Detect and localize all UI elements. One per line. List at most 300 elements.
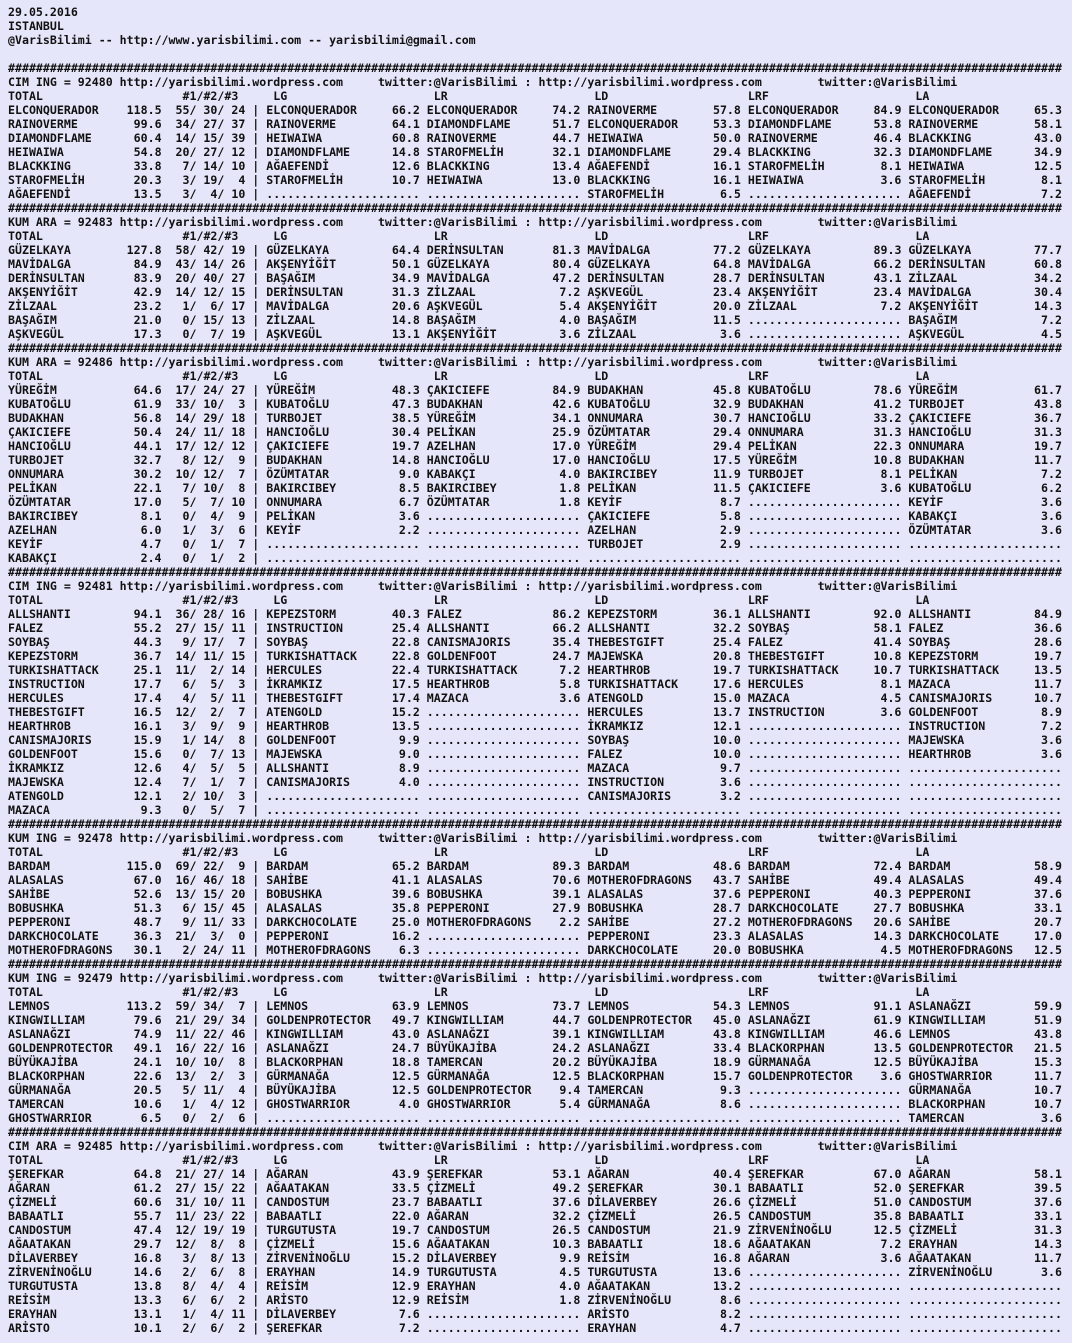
lg-score: 12.5	[391, 1069, 420, 1083]
third-place-count: 13	[231, 1251, 246, 1265]
race-site-link[interactable]: http://yarisbilimi.wordpress.com	[119, 75, 344, 89]
third-place-count: 19	[231, 243, 246, 257]
table-row	[8, 1279, 1072, 1293]
lg-score: 3.6	[398, 509, 420, 523]
table-header-row	[8, 1153, 1072, 1167]
second-place-count: 6	[210, 1321, 218, 1335]
lrf-horse-name: LEMNOS	[747, 999, 790, 1013]
lrf-horse-name: YÜREĞİM	[747, 453, 797, 467]
la-score: 43.0	[1034, 131, 1062, 145]
third-place-count: 19	[231, 327, 246, 341]
rank-separator: /	[217, 159, 225, 173]
lg-horse-name: AKŞENYİĞİT	[266, 257, 337, 271]
column-divider: |	[252, 425, 260, 439]
header-ranks: #1/#2/#3	[182, 369, 239, 383]
header-ranks: #1/#2/#3	[182, 845, 239, 859]
ld-horse-name: TURGUTUSTA	[587, 1265, 658, 1279]
twitter-handle[interactable]: twitter:@VarisBilimi	[377, 971, 518, 985]
lr-empty-cell: ......................	[426, 719, 581, 733]
twitter-handle[interactable]: twitter:@VarisBilimi	[817, 1139, 958, 1153]
la-horse-name: TURKISHATTACK	[908, 663, 1000, 677]
rank-separator: /	[217, 719, 225, 733]
total-score: 64.6	[133, 383, 162, 397]
third-place-count: 24	[231, 103, 246, 117]
race-site-link[interactable]: http://yarisbilimi.wordpress.com	[538, 831, 762, 845]
la-score: 36.7	[1034, 411, 1062, 425]
lg-score: 22.0	[391, 1209, 420, 1223]
ld-score: 43.7	[712, 873, 741, 887]
twitter-handle[interactable]: twitter:@VarisBilimi	[817, 75, 958, 89]
lg-score: 12.9	[391, 1293, 420, 1307]
lg-horse-name: GOLDENFOOT	[266, 733, 337, 747]
third-place-count: 12	[231, 439, 246, 453]
la-horse-name: ŞEREFKAR	[908, 1181, 965, 1195]
header-total: TOTAL	[8, 1153, 43, 1167]
rank-separator: /	[217, 313, 225, 327]
total-score: 12.4	[133, 775, 162, 789]
third-place-count: 39	[231, 131, 246, 145]
table-header-row	[8, 229, 1072, 243]
la-horse-name: AĞARAN	[908, 1167, 951, 1181]
rank-separator: /	[189, 859, 197, 873]
horse-name: THEBESTGIFT	[8, 705, 85, 719]
lrf-score: 10.7	[873, 663, 902, 677]
third-place-count: 27	[231, 383, 246, 397]
lg-score: 39.6	[391, 887, 420, 901]
first-place-count: 0	[182, 509, 190, 523]
ld-horse-name: BÜYÜKAJİBA	[587, 1055, 658, 1069]
column-divider: |	[252, 649, 260, 663]
race-site-link[interactable]: http://yarisbilimi.wordpress.com	[538, 579, 762, 593]
total-score: 30.2	[133, 467, 162, 481]
lg-horse-name: ZİLZAAL	[266, 313, 316, 327]
lrf-horse-name: BARDAM	[747, 859, 790, 873]
header-total: TOTAL	[8, 369, 43, 383]
twitter-handle[interactable]: twitter:@VarisBilimi	[377, 579, 518, 593]
lrf-horse-name: TURKISHATTACK	[747, 663, 839, 677]
lg-horse-name: ELCONQUERADOR	[266, 103, 357, 117]
race-site-link[interactable]: http://yarisbilimi.wordpress.com	[538, 355, 762, 369]
la-horse-name: ALLSHANTI	[908, 607, 972, 621]
horse-name: TAMERCAN	[8, 1097, 64, 1111]
ld-horse-name: FALEZ	[587, 747, 623, 761]
lr-horse-name: AZELHAN	[426, 439, 476, 453]
lg-horse-name: LEMNOS	[266, 999, 309, 1013]
total-score: 60.6	[133, 1195, 162, 1209]
la-horse-name: SAHİBE	[908, 915, 951, 929]
third-place-count: 10	[231, 159, 246, 173]
lg-score: 16.2	[391, 929, 420, 943]
ld-score: 15.7	[712, 1069, 741, 1083]
header-total: TOTAL	[8, 89, 43, 103]
la-empty-cell: ......................	[908, 1293, 1062, 1307]
race-site-link[interactable]: http://yarisbilimi.wordpress.com	[538, 75, 762, 89]
lr-score: 5.8	[559, 677, 581, 691]
table-row	[8, 663, 1072, 677]
separator-line	[8, 957, 1072, 971]
lg-horse-name: ZİRVENİNOĞLU	[266, 1251, 351, 1265]
rank-separator: /	[217, 929, 225, 943]
third-place-count: 2	[238, 1321, 246, 1335]
la-empty-cell: ......................	[908, 1321, 1062, 1335]
lg-horse-name: AĞAEFENDİ	[266, 159, 330, 173]
column-divider: |	[252, 915, 260, 929]
ld-horse-name: BOBUSHKA	[587, 901, 644, 915]
rank-separator: /	[189, 1041, 197, 1055]
lg-score: 63.9	[391, 999, 420, 1013]
table-row	[8, 285, 1072, 299]
second-place-count: 6	[210, 1265, 218, 1279]
column-divider: |	[252, 1167, 260, 1181]
twitter-handle[interactable]: twitter:@VarisBilimi	[817, 215, 958, 229]
rank-separator: /	[217, 271, 225, 285]
lrf-empty-cell: ......................	[747, 775, 902, 789]
ld-horse-name: MOTHEROFDRAGONS	[587, 873, 693, 887]
la-horse-name: BLACKORPHAN	[908, 1097, 986, 1111]
first-place-count: 11	[175, 1027, 190, 1041]
horse-name: MAVİDALGA	[8, 257, 71, 271]
ld-horse-name: AKŞENYİĞİT	[587, 299, 658, 313]
twitter-handle[interactable]: twitter:@VarisBilimi	[377, 75, 518, 89]
ld-horse-name: DERİNSULTAN	[587, 271, 665, 285]
ld-score: 8.6	[719, 1293, 741, 1307]
la-horse-name: GOLDENPROTECTOR	[908, 1041, 1014, 1055]
lr-score: 1.8	[559, 481, 581, 495]
rank-separator: /	[217, 1209, 225, 1223]
ld-score: 5.8	[719, 509, 741, 523]
lr-score: 5.4	[559, 1097, 581, 1111]
race-site-link[interactable]: http://yarisbilimi.wordpress.com	[119, 579, 344, 593]
twitter-handle[interactable]: twitter:@VarisBilimi	[817, 971, 958, 985]
column-divider: |	[252, 495, 260, 509]
third-place-count: 8	[238, 1055, 246, 1069]
column-divider: |	[252, 803, 260, 817]
total-score: 14.6	[133, 1265, 162, 1279]
la-horse-name: ÇİZMELİ	[908, 1223, 958, 1237]
lrf-horse-name: DERİNSULTAN	[747, 271, 825, 285]
race-title: CIM ING = 92480	[8, 75, 113, 89]
table-row	[8, 1195, 1072, 1209]
ld-horse-name: BLACKKING	[587, 173, 651, 187]
ld-horse-name: BAKIRCIBEY	[587, 467, 658, 481]
lr-empty-cell: ......................	[426, 551, 581, 565]
ld-horse-name: MAVİDALGA	[587, 243, 651, 257]
ld-score: 17.5	[712, 453, 741, 467]
horse-name: DİLAVERBEY	[8, 1251, 78, 1265]
lr-horse-name: BARDAM	[426, 859, 469, 873]
ld-horse-name: DIAMONDFLAME	[587, 145, 672, 159]
table-row	[8, 621, 1072, 635]
column-divider: |	[252, 271, 260, 285]
ld-score: 54.3	[712, 999, 741, 1013]
total-score: 118.5	[126, 103, 162, 117]
table-row	[8, 803, 1072, 817]
twitter-handle[interactable]: twitter:@VarisBilimi	[377, 355, 518, 369]
ld-horse-name: ONNUMARA	[587, 411, 644, 425]
lr-horse-name: BUDAKHAN	[426, 397, 483, 411]
third-place-count: 15	[231, 285, 246, 299]
lg-score: 49.7	[391, 1013, 420, 1027]
column-divider: |	[252, 1041, 260, 1055]
lg-score: 43.9	[391, 1167, 420, 1181]
table-row	[8, 1111, 1072, 1125]
twitter-handle[interactable]: twitter:@VarisBilimi	[377, 1139, 518, 1153]
horse-name: ALLSHANTI	[8, 607, 71, 621]
horse-name: ÇAKICIEFE	[8, 425, 71, 439]
total-score: 2.4	[140, 551, 162, 565]
lg-horse-name: ÇİZMELİ	[266, 1237, 316, 1251]
race-site-link[interactable]: http://yarisbilimi.wordpress.com	[119, 355, 344, 369]
column-divider: |	[252, 439, 260, 453]
header-date-line	[8, 5, 1072, 19]
first-place-count: 5	[182, 495, 190, 509]
twitter-handle[interactable]: twitter:@VarisBilimi	[817, 831, 958, 845]
lr-score: 1.8	[559, 1293, 581, 1307]
rank-separator: /	[189, 243, 197, 257]
twitter-handle[interactable]: twitter:@VarisBilimi	[817, 355, 958, 369]
race-title-line	[8, 831, 1072, 845]
twitter-handle[interactable]: twitter:@VarisBilimi	[377, 831, 518, 845]
rank-separator: /	[217, 509, 225, 523]
lr-horse-name: ERAYHAN	[426, 1279, 476, 1293]
ld-score: 50.0	[712, 131, 741, 145]
lrf-horse-name: BLACKKING	[747, 145, 811, 159]
race-title: KUM ING = 92478	[8, 831, 113, 845]
lr-horse-name: ÇİZMELİ	[426, 1181, 476, 1195]
horse-name: AĞAATAKAN	[8, 1237, 71, 1251]
la-empty-cell: ......................	[908, 761, 1062, 775]
header-ranks: #1/#2/#3	[182, 593, 239, 607]
table-header-row	[8, 593, 1072, 607]
lr-empty-cell: ......................	[426, 747, 581, 761]
lr-score: 47.2	[552, 271, 581, 285]
header-lg: LG	[273, 369, 288, 383]
column-divider: |	[252, 691, 260, 705]
lr-empty-cell: ......................	[426, 537, 581, 551]
third-place-count: 2	[238, 551, 246, 565]
lrf-empty-cell: ......................	[747, 1265, 902, 1279]
horse-name: FALEZ	[8, 621, 43, 635]
header-la: LA	[915, 369, 930, 383]
lrf-empty-cell: ......................	[747, 789, 902, 803]
la-horse-name: GÜZELKAYA	[908, 243, 972, 257]
ld-score: 21.9	[712, 1223, 741, 1237]
ld-horse-name: PEPPERONI	[587, 929, 651, 943]
ld-score: 19.7	[712, 663, 741, 677]
race-site-link[interactable]: http://yarisbilimi.wordpress.com	[119, 1139, 344, 1153]
lg-score: 4.0	[398, 775, 420, 789]
rank-separator: /	[217, 1195, 225, 1209]
la-score: 58.9	[1034, 859, 1062, 873]
lrf-empty-cell: ......................	[747, 1111, 902, 1125]
first-place-count: 13	[175, 1069, 190, 1083]
la-horse-name: ÇAKICIEFE	[908, 411, 972, 425]
second-place-count: 10	[203, 397, 218, 411]
lg-horse-name: HEIWAIWA	[266, 131, 323, 145]
header-lrf: LRF	[747, 845, 769, 859]
column-divider: |	[252, 1069, 260, 1083]
second-place-count: 15	[203, 1181, 218, 1195]
table-row	[8, 733, 1072, 747]
race-title: KUM ARA = 92486	[8, 355, 113, 369]
lg-horse-name: HANCIOĞLU	[266, 425, 330, 439]
la-horse-name: AKŞENYİĞİT	[908, 299, 979, 313]
lg-score: 7.6	[398, 1307, 420, 1321]
table-row	[8, 915, 1072, 929]
lr-empty-cell: ......................	[426, 733, 581, 747]
rank-separator: /	[189, 1111, 197, 1125]
third-place-count: 16	[231, 1041, 246, 1055]
total-score: 12.6	[133, 761, 162, 775]
rank-separator: /	[217, 803, 225, 817]
lg-score: 38.5	[391, 411, 420, 425]
la-score: 7.2	[1041, 187, 1062, 201]
second-place-count: 42	[203, 243, 218, 257]
lg-score: 64.1	[391, 117, 420, 131]
race-site-link[interactable]: http://yarisbilimi.wordpress.com	[119, 831, 344, 845]
third-place-count: 5	[238, 761, 246, 775]
table-row	[8, 1181, 1072, 1195]
rank-separator: /	[189, 1279, 197, 1293]
race-site-link[interactable]: http://yarisbilimi.wordpress.com	[538, 215, 762, 229]
lrf-score: 10.8	[873, 649, 902, 663]
lr-score: 24.2	[552, 1041, 581, 1055]
column-divider: |	[252, 313, 260, 327]
rank-separator: /	[217, 1279, 225, 1293]
ld-horse-name: AĞAATAKAN	[587, 1279, 651, 1293]
first-place-count: 0	[182, 803, 190, 817]
ld-horse-name: REİSİM	[587, 1251, 630, 1265]
race-site-link[interactable]: http://yarisbilimi.wordpress.com	[119, 215, 344, 229]
second-place-count: 24	[203, 383, 218, 397]
third-place-count: 11	[231, 621, 246, 635]
rank-separator: /	[217, 411, 225, 425]
ld-horse-name: ÇİZMELİ	[587, 1209, 637, 1223]
first-place-count: 16	[175, 1041, 190, 1055]
lg-horse-name: GÜRMANAĞA	[266, 1069, 330, 1083]
total-score: 22.1	[133, 481, 162, 495]
twitter-handle[interactable]: twitter:@VarisBilimi	[817, 579, 958, 593]
rank-separator: /	[217, 425, 225, 439]
lg-score: 9.9	[398, 733, 420, 747]
horse-name: ZİLZAAL	[8, 299, 57, 313]
horse-name: STAROFMELİH	[8, 173, 85, 187]
la-score: 58.1	[1034, 117, 1062, 131]
ld-horse-name: DİLAVERBEY	[587, 1195, 658, 1209]
lg-horse-name: BÜYÜKAJİBA	[266, 1083, 337, 1097]
race-site-link[interactable]: http://yarisbilimi.wordpress.com	[119, 971, 344, 985]
lrf-horse-name: DARKCHOCOLATE	[747, 901, 839, 915]
separator-line	[8, 1125, 1072, 1139]
second-place-count: 22	[203, 1027, 218, 1041]
lrf-score: 12.5	[873, 1055, 902, 1069]
header-lg: LG	[273, 593, 288, 607]
race-title: KUM ARA = 92483	[8, 215, 113, 229]
la-empty-cell: ......................	[908, 789, 1062, 803]
lr-score: 53.1	[552, 1167, 581, 1181]
lr-horse-name: CANISMAJORIS	[426, 635, 511, 649]
ld-score: 13.7	[712, 705, 741, 719]
twitter-handle[interactable]: twitter:@VarisBilimi	[377, 215, 518, 229]
lrf-horse-name: AKŞENYİĞİT	[747, 285, 818, 299]
second-place-count: 30	[203, 103, 218, 117]
horse-name: BABAATLI	[8, 1209, 64, 1223]
first-place-count: 58	[175, 243, 190, 257]
race-site-link[interactable]: http://yarisbilimi.wordpress.com	[538, 971, 762, 985]
total-score: 94.1	[133, 607, 162, 621]
lg-horse-name: HEARTHROB	[266, 719, 330, 733]
la-horse-name: AŞKVEGÜL	[908, 327, 965, 341]
colon: :	[524, 215, 532, 229]
rank-separator: /	[189, 775, 197, 789]
la-horse-name: KEPEZSTORM	[908, 649, 979, 663]
horse-name: KABAKÇI	[8, 551, 57, 565]
la-horse-name: RAINOVERME	[908, 117, 979, 131]
lr-horse-name: LEMNOS	[426, 999, 469, 1013]
lg-horse-name: İKRAMKIZ	[266, 677, 323, 691]
header-la: LA	[915, 985, 930, 999]
first-place-count: 1	[182, 733, 190, 747]
lg-score: 9.0	[398, 467, 420, 481]
column-divider: |	[252, 1223, 260, 1237]
lrf-horse-name: AĞARAN	[747, 1251, 790, 1265]
rank-separator: /	[217, 635, 225, 649]
lr-score: 35.4	[552, 635, 581, 649]
table-row	[8, 859, 1072, 873]
la-horse-name: BAŞAĞIM	[908, 313, 958, 327]
la-horse-name: CANISMAJORIS	[908, 691, 993, 705]
lrf-horse-name: PEPPERONI	[747, 887, 811, 901]
la-score: 36.6	[1034, 621, 1062, 635]
column-divider: |	[252, 159, 260, 173]
total-score: 56.8	[133, 411, 162, 425]
ld-horse-name: ERAYHAN	[587, 1321, 637, 1335]
first-place-count: 7	[182, 775, 190, 789]
second-place-count: 34	[203, 999, 218, 1013]
ld-score: 17.6	[712, 677, 741, 691]
race-site-link[interactable]: http://yarisbilimi.wordpress.com	[538, 1139, 762, 1153]
lg-horse-name: KEYİF	[266, 523, 302, 537]
la-score: 7.2	[1041, 719, 1062, 733]
column-divider: |	[252, 901, 260, 915]
la-score: 31.3	[1034, 425, 1062, 439]
lg-horse-name: AĞARAN	[266, 1167, 309, 1181]
lg-horse-name: ALLSHANTI	[266, 761, 330, 775]
la-horse-name: KEYİF	[908, 495, 944, 509]
lg-score: 31.3	[391, 285, 420, 299]
ld-score: 32.9	[712, 397, 741, 411]
column-divider: |	[252, 131, 260, 145]
colon: :	[524, 971, 532, 985]
horse-name: DARKCHOCOLATE	[8, 929, 99, 943]
lrf-horse-name: HANCIOĞLU	[747, 411, 811, 425]
race-title-line	[8, 75, 1072, 89]
column-divider: |	[252, 1195, 260, 1209]
total-score: 6.0	[140, 523, 162, 537]
lrf-score: 3.6	[880, 1069, 902, 1083]
second-place-count: 23	[203, 1209, 218, 1223]
lr-score: 49.2	[552, 1181, 581, 1195]
header-ld: LD	[594, 1153, 609, 1167]
lr-horse-name: AŞKVEGÜL	[426, 299, 483, 313]
lg-empty-cell: ......................	[266, 187, 420, 201]
contact-info[interactable]: @VarisBilimi -- http://www.yarisbilimi.com -- yarisbilimi@gmail.com	[8, 33, 476, 47]
lr-horse-name: GOLDENPROTECTOR	[426, 1083, 532, 1097]
lg-score: 15.2	[391, 1251, 420, 1265]
total-score: 67.0	[133, 873, 162, 887]
table-header-row	[8, 985, 1072, 999]
third-place-count: 9	[238, 719, 246, 733]
